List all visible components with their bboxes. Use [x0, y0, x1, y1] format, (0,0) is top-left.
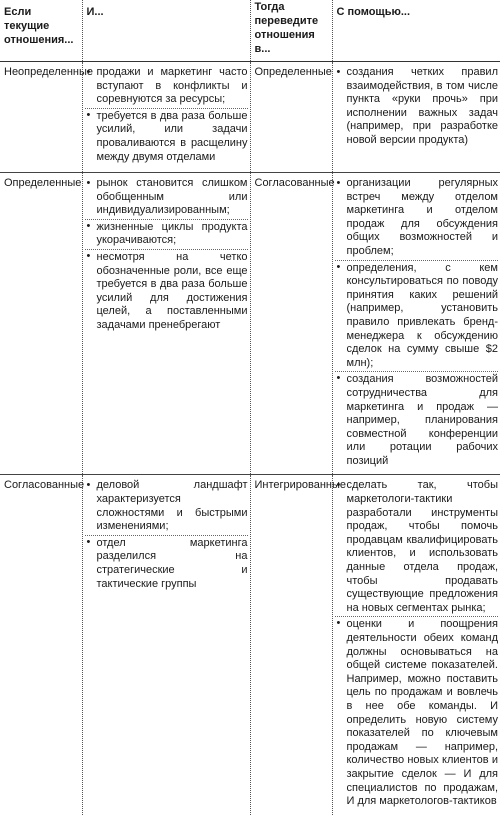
bullet-list	[85, 177, 248, 333]
list-item: • деловой ландшафт характеризуется сложностями и быстрыми изменениями;	[85, 479, 248, 533]
cell-and	[82, 475, 250, 815]
list-item: • требуется в два раза больше усилий, или задачи проваливаются в расщелину между двумя отделами	[85, 108, 248, 164]
table-header-row	[0, 0, 500, 62]
header-means: С помощью...	[332, 0, 500, 62]
table-row	[0, 62, 500, 173]
header-target-relations: Тогда переведите отношения в...	[250, 0, 332, 62]
list-item: • создания возможностей сотрудничества для маркетинга и продаж — например, планирования совместной конференции или ротации рабочих позиций	[335, 371, 499, 468]
cell-and	[82, 173, 250, 475]
cell-target: Определенные	[250, 62, 332, 173]
list-item: • жизненные циклы продукта укорачиваются;	[85, 219, 248, 248]
list-item: • определения, с кем консультироваться по поводу принятия каких решений (например, установить правило привлекать бренд-менеджера к обсуждению сделок на сумму свыше $2 млн);	[335, 260, 499, 371]
bullet-list	[335, 66, 499, 148]
list-item: • создания четких правил взаимодействия, в том числе пункта «руки прочь» при исполнении важных задач (например, при разработке новой версии продукта)	[335, 66, 499, 148]
bullet-list	[85, 66, 248, 164]
list-item: • сделать так, чтобы маркетологи-тактики разработали инструменты продаж, чтобы помочь продавцам квалифицировать клиентов, и использовать данные отдела продаж, чтобы продавать существующие предложения на новых сегментах рынка;	[335, 479, 499, 615]
cell-current: Определенные	[0, 173, 82, 475]
list-item: • отдел маркетинга разделился на стратегические и тактические группы	[85, 535, 248, 591]
bullet-list	[335, 177, 499, 468]
cell-current: Согласованные	[4, 479, 85, 492]
list-item: • оценки и поощрения деятельности обеих команд должны основываться на общей системе показателей. Например, можно поставить цель по продажам и вовлечь в нее обе команды. И определить новую систему показателей по ключевым продажам — например, количество новых клиентов и закрытие сделок — И для специалистов по продажам, И для маркетологов-тактиков	[335, 616, 499, 808]
cell-target: Интегрированные	[250, 475, 332, 815]
list-item: • несмотря на четко обозначенные роли, все еще требуется в два раза больше усилий для достижения целей, а поставленными задачами пренебрегают	[85, 249, 248, 333]
header-and: И...	[82, 0, 250, 62]
cell-target: Согласованные	[250, 173, 332, 475]
cell-and	[82, 62, 250, 173]
bullet-list	[335, 479, 499, 808]
cell-means	[332, 173, 500, 475]
table-row	[0, 173, 500, 475]
list-item: • рынок становится слишком обобщенным или индивидуализированным;	[85, 177, 248, 218]
bullet-list	[85, 479, 248, 591]
header-current-relations: Если текущие отношения...	[0, 0, 82, 62]
list-item: • продажи и маркетинг часто вступают в конфликты и соревнуются за ресурсы;	[85, 66, 248, 107]
table-row	[0, 475, 500, 815]
list-item: • организации регулярных встреч между отделом маркетинга и отделом продаж для обсуждения общих возможностей и проблем;	[335, 177, 499, 259]
cell-current: Неопределенные	[0, 62, 82, 173]
cell-means	[332, 475, 500, 815]
cell-means	[332, 62, 500, 173]
